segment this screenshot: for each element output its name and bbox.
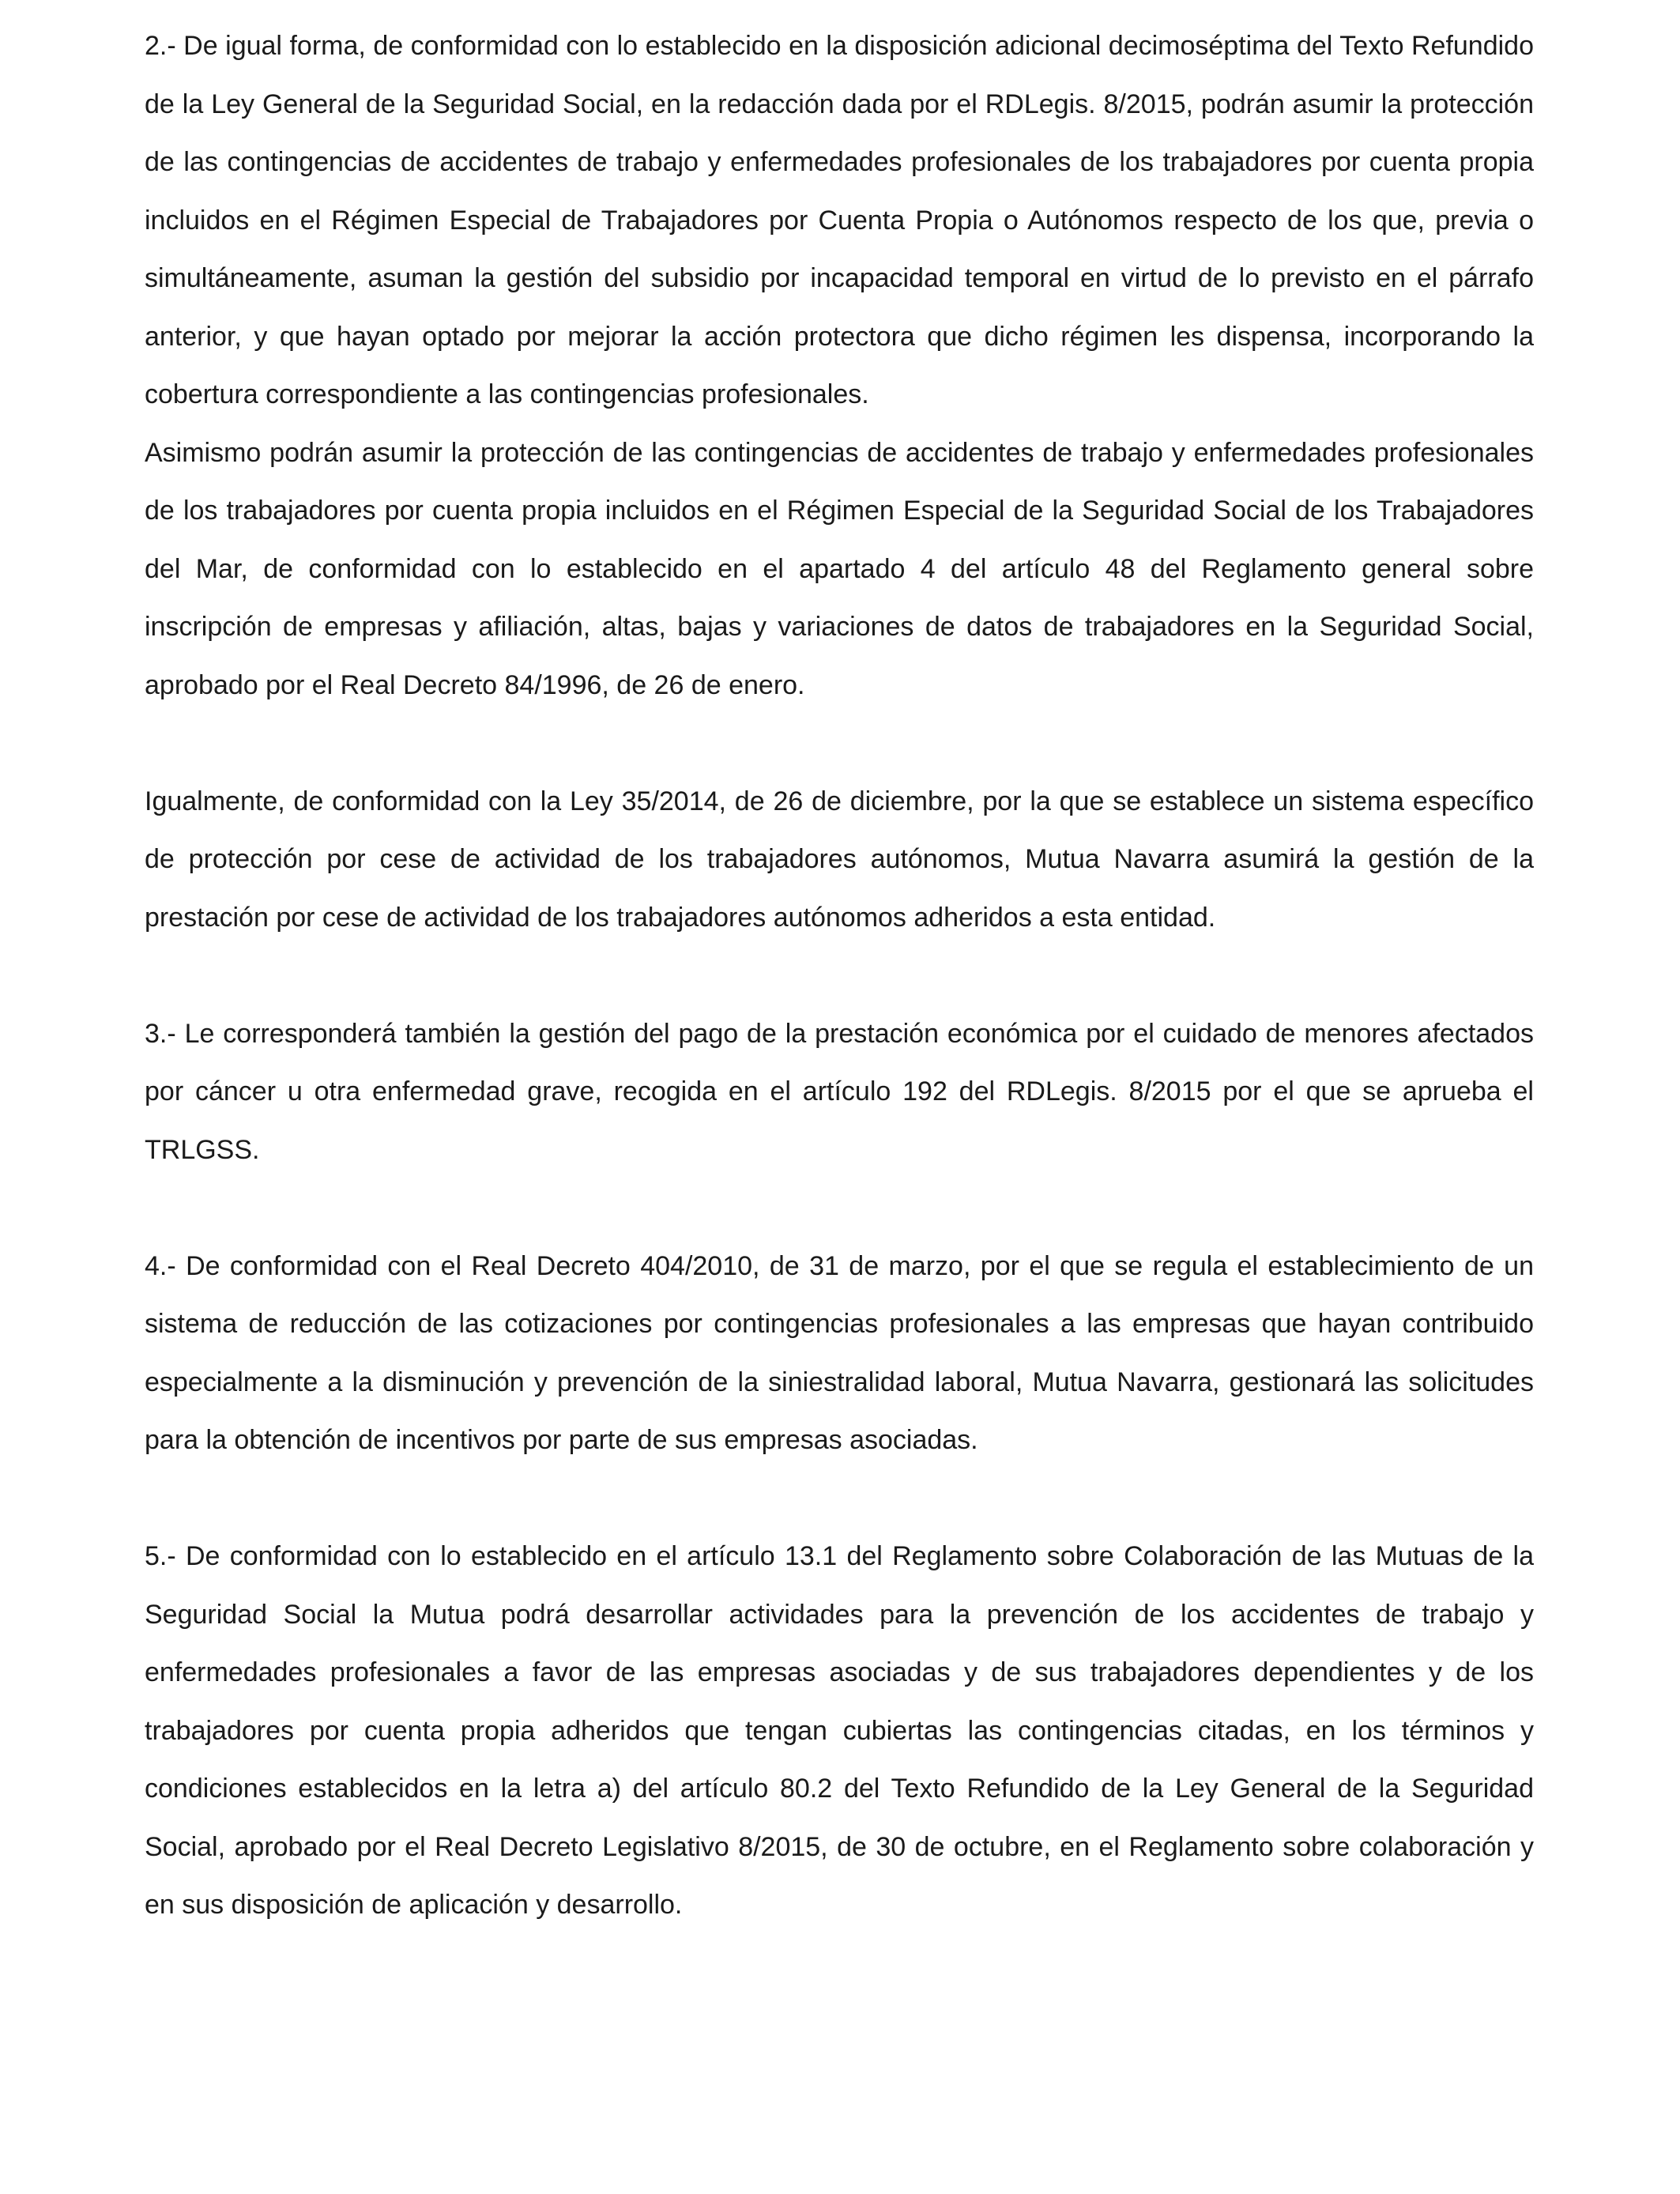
- paragraph-4-reduccion-cotizaciones: 4.- De conformidad con el Real Decreto 404/2010, de 31 de marzo, por el que se regula el establecimiento de un sistema de reducción de las cotizaciones por contingencias profesionales a las empresas que hayan contribuido especialmente a la disminución y prevención de la siniestralidad laboral, Mutua Navarra, gestionará las solicitudes para la obtención de incentivos por parte de sus empresas asociadas.: [145, 1250, 1534, 1455]
- paragraph-3-cuidado-menores: 3.- Le corresponderá también la gestión del pago de la prestación económica por el cuidado de menores afectados por cáncer u otra enfermedad grave, recogida en el artículo 192 del RDLegis. 8/2015 por el que se aprueba el TRLGSS.: [145, 1018, 1534, 1165]
- paragraph-cese-actividad: Igualmente, de conformidad con la Ley 35/2014, de 26 de diciembre, por la que se establece un sistema específico de protección por cese de actividad de los trabajadores autónomos, Mutua Navarra asumirá la gestión de la prestación por cese de actividad de los trabajadores autónomos adheridos a esta entidad.: [145, 786, 1534, 933]
- paragraph-5-prevencion-accidentes: 5.- De conformidad con lo establecido en el artículo 13.1 del Reglamento sobre Colaboración de las Mutuas de la Seguridad Social la Mutua podrá desarrollar actividades para la prevención de los accidentes de trabajo y enfermedades profesionales a favor de las empresas asociadas y de sus trabajadores dependientes y de los trabajadores por cuenta propia adheridos que tengan cubiertas las contingencias citadas, en los términos y condiciones establecidos en la letra a) del artículo 80.2 del Texto Refundido de la Ley General de la Seguridad Social, aprobado por el Real Decreto Legislativo 8/2015, de 30 de octubre, en el Reglamento sobre colaboración y en sus disposición de aplicación y desarrollo.: [145, 1541, 1534, 1920]
- paragraph-spacer: [145, 1470, 1534, 1529]
- paragraph-spacer: [145, 947, 1534, 1005]
- paragraph-trabajadores-del-mar: Asimismo podrán asumir la protección de las contingencias de accidentes de trabajo y enfermedades profesionales de los trabajadores por cuenta propia incluidos en el Régimen Especial de la Seguridad Social de los Trabajadores del Mar, de conformidad con lo establecido en el apartado 4 del artículo 48 del Reglamento general sobre inscripción de empresas y afiliación, altas, bajas y variaciones de datos de trabajadores en la Seguridad Social, aprobado por el Real Decreto 84/1996, de 26 de enero.: [145, 437, 1534, 700]
- document-page: [145, 17, 1534, 1935]
- paragraph-spacer: [145, 1179, 1534, 1238]
- paragraph-spacer: [145, 714, 1534, 773]
- paragraph-2-contingencias-autonomos: 2.- De igual forma, de conformidad con lo establecido en la disposición adicional decimoséptima del Texto Refundido de la Ley General de la Seguridad Social, en la redacción dada por el RDLegis. 8/2015, podrán asumir la protección de las contingencias de accidentes de trabajo y enfermedades profesionales de los trabajadores por cuenta propia incluidos en el Régimen Especial de Trabajadores por Cuenta Propia o Autónomos respecto de los que, previa o simultáneamente, asuman la gestión del subsidio por incapacidad temporal en virtud de lo previsto en el párrafo anterior, y que hayan optado por mejorar la acción protectora que dicho régimen les dispensa, incorporando la cobertura correspondiente a las contingencias profesionales.: [145, 31, 1534, 409]
